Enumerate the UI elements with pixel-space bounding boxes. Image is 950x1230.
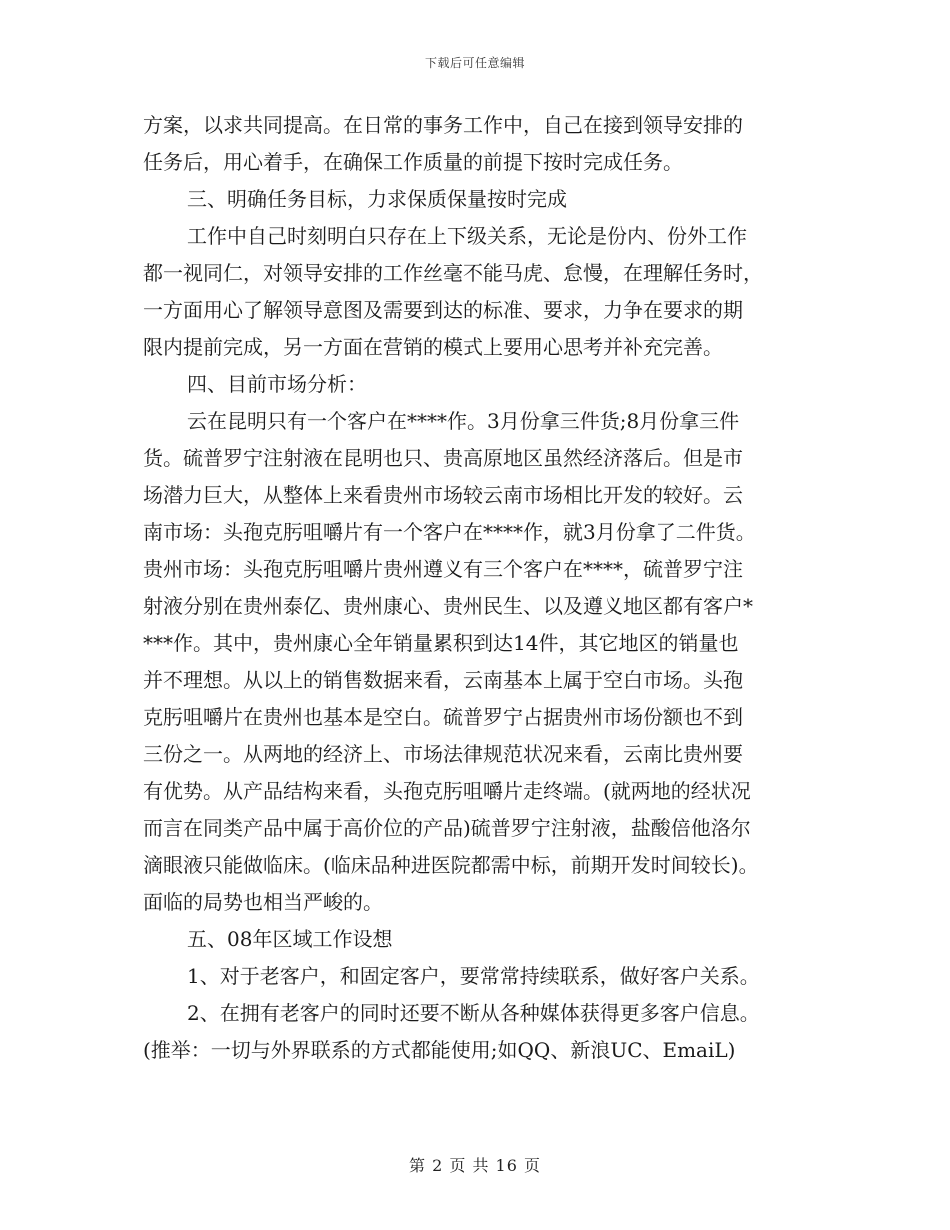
text-line: 货。硫普罗宁注射液在昆明也只、贵高原地区虽然经济落后。但是市 [143, 446, 743, 470]
text-line: 任务后，用心着手，在确保工作质量的前提下按时完成任务。 [143, 150, 683, 174]
text-line: 工作中自己时刻明白只存在上下级关系，无论是份内、份外工作 [187, 224, 747, 248]
text-line: 场潜力巨大，从整体上来看贵州市场较云南市场相比开发的较好。云 [143, 483, 743, 507]
text-line: 限内提前完成，另一方面在营销的模式上要用心思考并补充完善。 [143, 335, 723, 359]
document-body [143, 107, 803, 1069]
page-footer: 第 2 页 共 16 页 [409, 1156, 541, 1175]
text-line: 2、在拥有老客户的同时还要不断从各种媒体获得更多客户信息。 [187, 1001, 760, 1025]
text-line: 一方面用心了解领导意图及需要到达的标准、要求，力争在要求的期 [143, 298, 743, 322]
text-line: 而言在同类产品中属于高价位的产品)硫普罗宁注射液，盐酸倍他洛尔 [143, 816, 751, 840]
text-line: 并不理想。从以上的销售数据来看，云南基本上属于空白市场。头孢 [143, 668, 743, 692]
text-line: 南市场：头孢克肟咀嚼片有一个客户在****作，就3月份拿了二件货。 [143, 520, 756, 544]
text-line: 都一视同仁，对领导安排的工作丝毫不能马虎、怠慢，在理解任务时， [143, 261, 763, 285]
text-line: 克肟咀嚼片在贵州也基本是空白。硫普罗宁占据贵州市场份额也不到 [143, 705, 743, 729]
text-line: 有优势。从产品结构来看，头孢克肟咀嚼片走终端。(就两地的经状况 [143, 779, 751, 803]
text-line: 射液分别在贵州泰亿、贵州康心、贵州民生、以及遵义地区都有客户* [143, 594, 753, 618]
text-line: (推举：一切与外界联系的方式都能使用;如QQ、新浪UC、EmaiL) [143, 1038, 736, 1062]
text-line: 1、对于老客户，和固定客户，要常常持续联系，做好客户关系。 [187, 964, 760, 988]
text-line: 五、08年区域工作设想 [187, 927, 393, 951]
text-line: 贵州市场：头孢克肟咀嚼片贵州遵义有三个客户在****，硫普罗宁注 [143, 557, 743, 581]
text-line: ***作。其中，贵州康心全年销量累积到达14件，其它地区的销量也 [143, 631, 739, 655]
text-line: 三份之一。从两地的经济上、市场法律规范状况来看，云南比贵州要 [143, 742, 743, 766]
text-line: 云在昆明只有一个客户在****作。3月份拿三件货;8月份拿三件 [187, 409, 740, 433]
text-line: 面临的局势也相当严峻的。 [143, 890, 383, 914]
text-line: 方案，以求共同提高。在日常的事务工作中，自己在接到领导安排的 [143, 113, 743, 137]
text-line: 三、明确任务目标，力求保质保量按时完成 [187, 187, 567, 211]
page-header: 下载后可任意编辑 [424, 56, 525, 70]
text-line: 四、目前市场分析： [187, 372, 367, 396]
text-line: 滴眼液只能做临床。(临床品种进医院都需中标，前期开发时间较长)。 [143, 853, 759, 877]
